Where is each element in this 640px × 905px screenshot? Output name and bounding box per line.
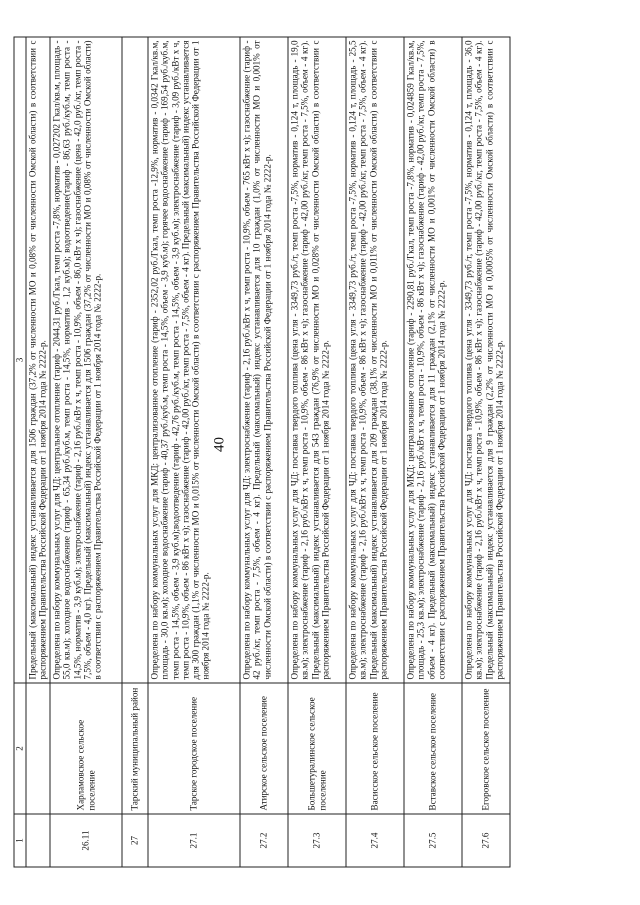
row-number: [26, 814, 50, 867]
row-description: Определена по набору коммунальных услуг для МКД: централизованное отопление (тариф - 2352,02 руб./Гкал, темп роста -12,9%, норматив - 0,0342 Гкал/кв.м, площадь - 30,0 кв.м); холодное водоснабжение (тариф - 40,37 руб./куб.м, темп роста - 14,5%, объем - 3,9 куб.м); горячее водоснабжение (тариф - 169,54 руб./куб.м, темп роста - 14,5%, объем - 3,9 куб.м);водоотведение (тариф - 42,76 руб./куб.м, темп роста - 14,5%, объем - 3,9 куб.м); электроснабжение (тариф - 3,09 руб./кВт х ч, темп роста - 10,9%, объем - 86 кВт х ч); газоснабжение (тариф - 42,00 руб./кг, темп роста - 7,5%, объем - 4 кг). Предельный (максимальный) индекс устанавливается для 300 граждан (1,1% от численности МО и 0,015% от численности Омской области) в соответствии с распоряжением Правительства Российской Федерации от 1 ноября 2014 года № 2222-р.: [148, 37, 240, 683]
row-number: 27.6: [462, 814, 510, 867]
row-number: 26.11: [50, 814, 122, 867]
table-row: [346, 37, 404, 867]
row-number: 27.1: [148, 814, 240, 867]
municipality-name: Васисское сельское поселение: [346, 683, 404, 814]
municipality-name: Атирское сельское поселение: [240, 683, 288, 814]
tariff-table: [14, 37, 511, 868]
row-description: Определена по набору коммунальных услуг для ЧД: поставка твердого топлива (цена угля - 3349,73 руб./т, темп роста -7,5%, норматив - 0,124 т, площадь - 25,5 кв.м); электроснабжение (тариф - 2,16 руб./кВт х ч, темп роста - 10,9%, объем - 86 кВт х ч); газоснабжение (тариф - 42,00 руб./кг, темп роста - 7,5%, объем - 4 кг). Предельный (максимальный) индекс устанавливается для 209 граждан (38,1% от численности МО и 0,011% от численности Омской области) в соответствии с распоряжением Правительства Российской Федерации от 1 ноября 2014 года № 2222-р.: [346, 37, 404, 683]
municipality-name: Харламовское сельское поселение: [50, 683, 122, 814]
row-number: 27.3: [288, 814, 346, 867]
row-description: Определена по набору коммунальных услуг для МКД: централизованное отопление (тариф - 2290,81 руб./Гкал, темп роста -7,8%, норматив - 0,024859 Гкал/кв.м, площадь - 25,3 кв.м); электроснабжение (тариф - 2,16 руб./кВт х ч, темп роста - 10,9%, объем - 86 кВт х ч); газоснабжение (тариф - 42,00 руб./кг, темп роста - 7,5%, объем - 4 кг). Предельный (максимальный) индекс устанавливается для 11 граждан (2,1% от численности МО и 0,001% от численности Омской области) в соответствии с распоряжением Правительства Российской Федерации от 1 ноября 2014 года № 2222-р.: [404, 37, 462, 683]
row-number: 27: [122, 814, 148, 867]
table-row: [404, 37, 462, 867]
municipality-name: Егоровское сельское поселение: [462, 683, 510, 814]
table-row: [148, 37, 240, 867]
table-row: [462, 37, 510, 867]
municipality-name: [26, 683, 50, 814]
municipality-name: Вставское сельское поселение: [404, 683, 462, 814]
municipality-name: Тарское городское поселение: [148, 683, 240, 814]
table-row: [50, 37, 122, 867]
column-header-3: 3: [14, 37, 26, 683]
page-number: 40: [211, 437, 228, 452]
municipality-name: Большетуралинское сельское поселение: [288, 683, 346, 814]
row-number: 27.2: [240, 814, 288, 867]
table-row: [26, 37, 50, 867]
table-row: [240, 37, 288, 867]
table-row: [288, 37, 346, 867]
row-description: Определена по набору коммунальных услуг для ЧД: электроснабжение (тариф - 2,16 руб./кВт х ч, темп роста - 10,9%, объем - 765 кВт х ч); газоснабжение (тариф - 42 руб./кг, темп роста - 7,5%, объем - 4 кг). Предельный (максимальный) индекс устанавливается для 10 граждан (1,0% от численности МО и 0,001% от численности Омской области) в соответствии с распоряжением Правительства Российской Федерации от 1 ноября 2014 года № 2222-р.: [240, 37, 288, 683]
row-description: Определена по набору коммунальных услуг для ЧД: центральное отопление (тариф - 2044,31 руб./Гкал, темп роста -7,8%, норматив - 0,027202 Гкал/кв.м, площадь - 55,0 кв.м); холодное водоснабжение (тариф - 65,34 руб./куб.м, темп роста - 14,5%, норматив - 1,2 куб.м); водоотведение(тариф - 86,63 руб./куб.м, темп роста - 14,5%, норматив - 3,9 куб.м); электроснабжение (тариф - 2,16 руб./кВт х ч, темп роста - 10,9%, объем - 86,0 кВт х ч); газоснабжение (цена - 42,0 руб./кг, темп роста - 7,5%, объем - 4,0 кг). Предельный (максимальный) индекс устанавливается для 1506 граждан (37,2% от численности МО и 0,08% от численности Омской области) в соответствии с распоряжением Правительства Российской Федерации от 1 ноября 2014 года № 2222-р.: [50, 37, 122, 683]
row-description: Определена по набору коммунальных услуг для ЧД: поставка твердого топлива (цена угля - 3349,73 руб./т, темп роста -7,5%, норматив - 0,124 т, площадь - 19,0 кв.м); электроснабжение (тариф - 2,16 руб./кВт х ч, темп роста - 10,9%, объем - 86 кВт х ч); газоснабжение (тариф - 42,00 руб./кг, темп роста - 7,5%, объем - 4 кг). Предельный (максимальный) индекс устанавливается для 543 граждан (76,9% от численности МО и 0,028% от численности Омской области) в соответствии с распоряжением Правительства Российской Федерации от 1 ноября 2014 года № 2222-р.: [288, 37, 346, 683]
table-row: [122, 37, 148, 867]
header-row: [14, 37, 26, 867]
row-description: Предельный (максимальный) индекс устанавливается для 1506 граждан (37,2% от численности МО и 0,08% от численности Омской области) в соответствии с распоряжением Правительства Российской Федерации от 1 ноября 2014 года № 2222-р.: [26, 37, 50, 683]
column-header-2: 2: [14, 683, 26, 814]
row-number: 27.5: [404, 814, 462, 867]
municipality-name: Тарский муниципальный район: [122, 683, 148, 814]
row-description: [122, 37, 148, 683]
row-number: 27.4: [346, 814, 404, 867]
row-description: Определена по набору коммунальных услуг для ЧД: поставка твердого топлива (цена угля - 3349,73 руб./т, темп роста -7,5%, норматив - 0,124 т, площадь - 36,0 кв.м); электроснабжение (тариф - 2,16 руб./кВт х ч, темп роста - 10,9%, объем - 86 кВт х ч); газоснабжение (тариф - 42,00 руб./кг, темп роста - 7,5%, объем - 4 кг). Предельный (максимальный) индекс устанавливается для 9 граждан (2,2% от численности МО и 0,0005% от численности Омской области) в соответствии с распоряжением Правительства Российской Федерации от 1 ноября 2014 года № 2222-р.: [462, 37, 510, 683]
rotated-table-page: [14, 38, 569, 868]
column-header-1: 1: [14, 814, 26, 867]
